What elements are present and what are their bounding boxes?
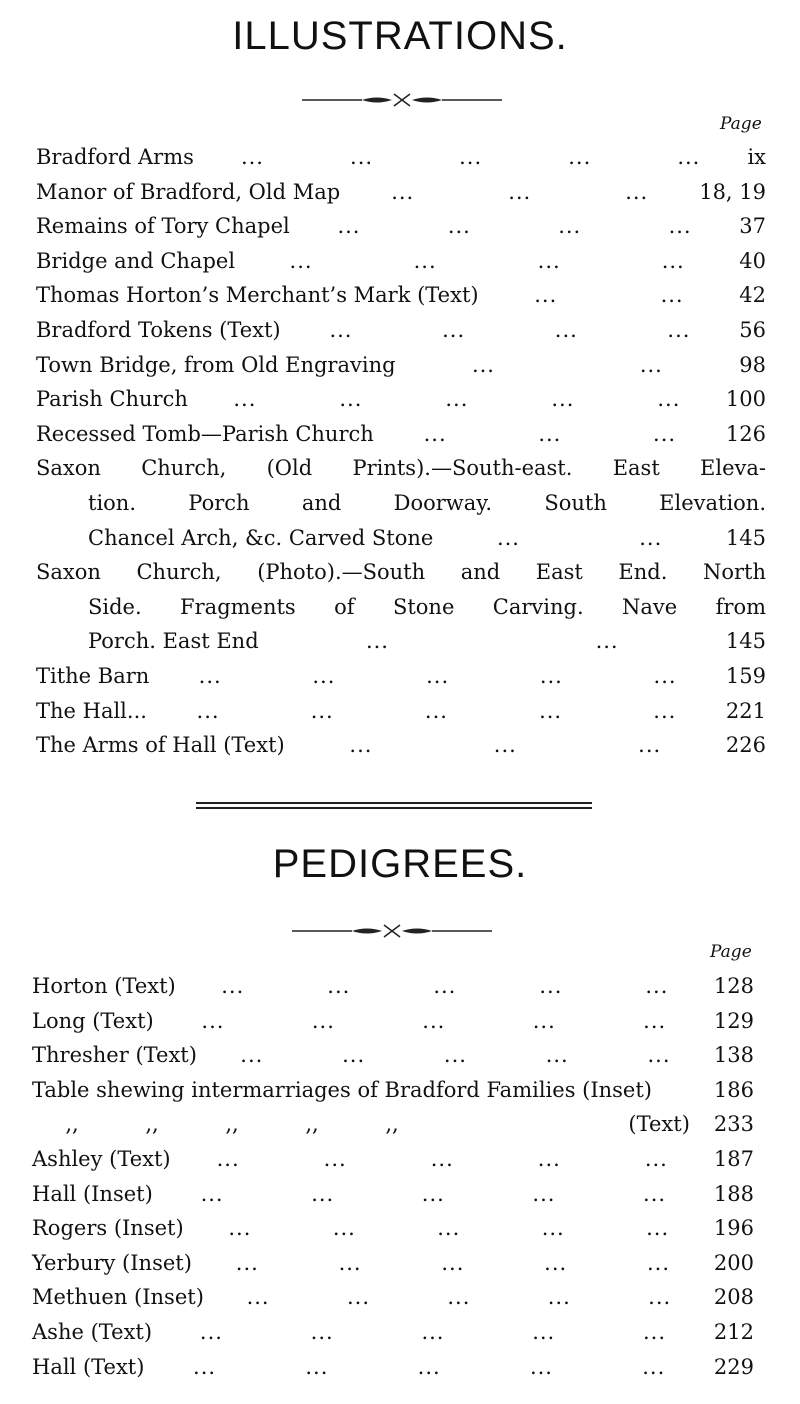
entry-page: 145 — [725, 629, 766, 654]
leader-dots: ... — [228, 1216, 252, 1241]
entry-page: 18, 19 — [699, 179, 766, 204]
leader-dots: ... — [421, 1181, 445, 1206]
leader-dots: ... — [529, 1354, 553, 1379]
page-column-label: Page — [710, 942, 752, 962]
leader-dots: ... — [545, 1043, 569, 1068]
entry-page: 126 — [725, 421, 766, 446]
dot-leader — [290, 209, 740, 244]
leader-dots: ... — [423, 421, 447, 446]
entry-page: ix — [747, 145, 766, 169]
toc-entry — [32, 1246, 754, 1281]
entry-page: 229 — [713, 1354, 754, 1379]
toc-entry — [36, 140, 766, 175]
leader-dots: ... — [646, 1216, 670, 1241]
leader-dots: ... — [493, 733, 517, 758]
entry-page: 221 — [725, 698, 766, 723]
pedigrees-list — [32, 969, 754, 1384]
leader-dots: ... — [657, 387, 681, 412]
toc-entry — [36, 417, 766, 452]
toc-entry — [36, 659, 766, 694]
leader-dots: ... — [667, 317, 691, 342]
entry-suffix: (Text) — [628, 1112, 690, 1137]
leader-dots: ... — [643, 1181, 667, 1206]
leader-dots: ... — [441, 1250, 465, 1275]
entry-page: 128 — [713, 974, 754, 998]
illustrations-heading: ILLUSTRATIONS. — [232, 14, 568, 58]
leader-dots: ... — [332, 1216, 356, 1241]
leader-dots: ... — [642, 1354, 666, 1379]
dot-leader — [184, 1211, 714, 1246]
leader-dots: ... — [310, 1319, 334, 1344]
leader-dots: ... — [639, 525, 663, 550]
leader-dots: ... — [426, 663, 450, 688]
leader-dots: ... — [647, 1043, 671, 1068]
leader-dots: ... — [201, 1008, 225, 1033]
leader-dots: ... — [648, 1285, 672, 1310]
entry-title: Porch. East End — [88, 629, 259, 654]
dot-leader — [235, 244, 739, 279]
dot-leader — [194, 140, 748, 175]
ditto-mark: ,, — [385, 1112, 399, 1137]
entry-title-line: Saxon Church, (Photo).—South and East End. North — [36, 560, 766, 585]
leader-dots: ... — [538, 421, 562, 446]
illustrations-list — [36, 140, 766, 763]
leader-dots: ... — [508, 179, 532, 204]
entry-title-last-line — [36, 624, 766, 659]
entry-title: Remains of Tory Chapel — [36, 214, 290, 239]
toc-entry — [32, 1280, 754, 1315]
entry-title: Rogers (Inset) — [32, 1216, 184, 1241]
leader-dots: ... — [638, 733, 662, 758]
entry-page: 98 — [739, 352, 766, 377]
pedigrees-heading: PEDIGREES. — [272, 842, 528, 886]
entry-page: 37 — [739, 214, 766, 239]
leader-dots: ... — [337, 214, 361, 239]
leader-dots: ... — [677, 145, 701, 169]
dot-leader — [204, 1280, 714, 1315]
toc-entry — [32, 969, 754, 1004]
entry-page: 226 — [725, 733, 766, 758]
entry-page: 159 — [725, 663, 766, 688]
entry-page: 145 — [725, 525, 766, 550]
leader-dots: ... — [534, 283, 558, 308]
entry-title-last-line — [36, 521, 766, 556]
entry-title-line: Side. Fragments of Stone Carving. Nave from — [88, 594, 766, 619]
leader-dots: ... — [537, 248, 561, 273]
leader-dots: ... — [421, 1319, 445, 1344]
leader-dots: ... — [595, 629, 619, 654]
leader-dots: ... — [447, 1285, 471, 1310]
dot-leader — [192, 1246, 714, 1281]
entry-title: Yerbury (Inset) — [32, 1250, 192, 1275]
entry-page: 129 — [713, 1008, 754, 1033]
entry-page: 187 — [713, 1146, 754, 1171]
leader-dots: ... — [532, 1181, 556, 1206]
leader-dots: ... — [645, 974, 669, 998]
leader-dots: ... — [196, 698, 220, 723]
dot-leader — [147, 694, 726, 729]
entry-page: 212 — [713, 1319, 754, 1344]
dot-leader — [144, 1350, 713, 1385]
entry-title-line: tion. Porch and Doorway. South Elevation. — [88, 490, 766, 515]
leader-dots: ... — [311, 1181, 335, 1206]
leader-dots: ... — [459, 145, 483, 169]
leader-dots: ... — [443, 1043, 467, 1068]
entry-title: Bridge and Chapel — [36, 248, 236, 273]
entry-page: 40 — [739, 248, 766, 273]
dot-leader — [197, 1038, 714, 1073]
dot-leader — [153, 1177, 714, 1212]
leader-dots: ... — [216, 1146, 240, 1171]
entry-page: 138 — [713, 1043, 754, 1068]
toc-entry — [36, 451, 766, 555]
leader-dots: ... — [424, 698, 448, 723]
entry-page: 42 — [739, 283, 766, 308]
entry-title: Parish Church — [36, 387, 188, 412]
leader-dots: ... — [417, 1354, 441, 1379]
leader-dots: ... — [625, 179, 649, 204]
entry-title: Town Bridge, from Old Engraving — [36, 352, 396, 377]
entry-title: Bradford Tokens (Text) — [36, 317, 281, 342]
toc-entry — [32, 1142, 754, 1177]
leader-dots: ... — [323, 1146, 347, 1171]
leader-dots: ... — [644, 1146, 668, 1171]
ditto-mark: ,, — [305, 1112, 319, 1137]
entry-title: Ashe (Text) — [32, 1319, 153, 1344]
leader-dots: ... — [391, 179, 415, 204]
leader-dots: ... — [430, 1146, 454, 1171]
entry-title: Manor of Bradford, Old Map — [36, 179, 341, 204]
toc-entry — [32, 1350, 754, 1385]
leader-dots: ... — [653, 698, 677, 723]
entry-title: Methuen (Inset) — [32, 1285, 204, 1310]
dot-leader — [433, 521, 726, 556]
entry-title: Tithe Barn — [36, 663, 150, 688]
leader-dots: ... — [199, 1319, 223, 1344]
dot-leader — [479, 278, 740, 313]
entry-page: 196 — [713, 1216, 754, 1241]
leader-dots: ... — [193, 1354, 217, 1379]
leader-dots: ... — [541, 1216, 565, 1241]
toc-entry — [32, 1315, 754, 1350]
entry-title: Ashley (Text) — [32, 1146, 171, 1171]
leader-dots: ... — [433, 974, 457, 998]
leader-dots: ... — [554, 317, 578, 342]
ornament-divider-icon — [302, 92, 502, 108]
double-rule-divider — [196, 802, 592, 810]
entry-title: Bradford Arms — [36, 145, 194, 169]
leader-dots: ... — [422, 1008, 446, 1033]
page-column-label: Page — [720, 114, 762, 134]
leader-dots: ... — [221, 974, 245, 998]
leader-dots: ... — [539, 698, 563, 723]
dot-leader — [154, 1004, 714, 1039]
dot-leader — [152, 1315, 714, 1350]
leader-dots: ... — [539, 663, 563, 688]
leader-dots: ... — [327, 974, 351, 998]
leader-dots: ... — [312, 663, 336, 688]
leader-dots: ... — [329, 317, 353, 342]
entry-title: Hall (Text) — [32, 1354, 145, 1379]
dot-leader — [374, 417, 726, 452]
ditto-mark: ,, — [225, 1112, 239, 1137]
toc-entry — [36, 244, 766, 279]
leader-dots: ... — [413, 248, 437, 273]
dot-leader — [285, 728, 726, 763]
leader-dots: ... — [660, 283, 684, 308]
toc-entry — [32, 1211, 754, 1246]
ditto-mark: ,, — [65, 1112, 79, 1137]
leader-dots: ... — [496, 525, 520, 550]
leader-dots: ... — [365, 629, 389, 654]
entry-page: 186 — [713, 1077, 754, 1102]
dot-leader — [149, 659, 726, 694]
toc-entry — [32, 1073, 754, 1108]
entry-title: Chancel Arch, &c. Carved Stone — [88, 525, 434, 550]
leader-dots: ... — [305, 1354, 329, 1379]
leader-dots: ... — [547, 1285, 571, 1310]
entry-page: 100 — [725, 387, 766, 412]
leader-dots: ... — [544, 1250, 568, 1275]
entry-page: 208 — [713, 1285, 754, 1310]
leader-dots: ... — [445, 387, 469, 412]
entry-title: Table shewing intermarriages of Bradford Families (Inset) — [32, 1077, 652, 1102]
dot-leader — [171, 1142, 714, 1177]
entry-title: Recessed Tomb—Parish Church — [36, 421, 374, 446]
leader-dots: ... — [339, 387, 363, 412]
dot-leader — [259, 624, 726, 659]
leader-dots: ... — [442, 317, 466, 342]
leader-dots: ... — [349, 733, 373, 758]
dot-leader — [340, 175, 699, 210]
leader-dots: ... — [642, 1319, 666, 1344]
leader-dots: ... — [471, 352, 495, 377]
leader-dots: ... — [235, 1250, 259, 1275]
toc-entry — [36, 348, 766, 383]
leader-dots: ... — [311, 1008, 335, 1033]
ditto-mark: ,, — [145, 1112, 159, 1137]
entry-page: 188 — [713, 1181, 754, 1206]
toc-entry — [36, 313, 766, 348]
entry-title: Thomas Horton’s Merchant’s Mark (Text) — [36, 283, 479, 308]
toc-entry — [36, 278, 766, 313]
leader-dots: ... — [310, 698, 334, 723]
toc-entry — [36, 555, 766, 659]
leader-dots: ... — [653, 663, 677, 688]
leader-dots: ... — [639, 352, 663, 377]
dot-leader — [281, 313, 740, 348]
entry-page: 200 — [713, 1250, 754, 1275]
leader-dots: ... — [198, 663, 222, 688]
leader-dots: ... — [437, 1216, 461, 1241]
toc-entry-ditto — [32, 1107, 754, 1142]
leader-dots: ... — [200, 1181, 224, 1206]
leader-dots: ... — [532, 1008, 556, 1033]
toc-entry — [32, 1177, 754, 1212]
entry-title: The Arms of Hall (Text) — [36, 733, 285, 758]
entry-title: Hall (Inset) — [32, 1181, 153, 1206]
leader-dots: ... — [346, 1285, 370, 1310]
leader-dots: ... — [558, 214, 582, 239]
leader-dots: ... — [646, 1250, 670, 1275]
leader-dots: ... — [246, 1285, 270, 1310]
entry-title: The Hall... — [36, 698, 147, 723]
leader-dots: ... — [551, 387, 575, 412]
entry-page: 233 — [713, 1112, 754, 1137]
entry-title-line: Saxon Church, (Old Prints).—South-east. East Eleva- — [36, 456, 766, 481]
toc-entry — [36, 209, 766, 244]
entry-page: 56 — [739, 317, 766, 342]
leader-dots: ... — [568, 145, 592, 169]
entry-title: Long (Text) — [32, 1008, 154, 1033]
toc-entry — [32, 1038, 754, 1073]
dot-leader — [396, 348, 740, 383]
dot-leader — [176, 969, 714, 1004]
leader-dots: ... — [342, 1043, 366, 1068]
toc-entry — [36, 382, 766, 417]
toc-entry — [32, 1004, 754, 1039]
entry-title: Thresher (Text) — [32, 1043, 197, 1068]
leader-dots: ... — [537, 1146, 561, 1171]
leader-dots: ... — [447, 214, 471, 239]
leader-dots: ... — [240, 1043, 264, 1068]
toc-entry — [36, 728, 766, 763]
leader-dots: ... — [539, 974, 563, 998]
entry-title: Horton (Text) — [32, 974, 176, 998]
toc-entry — [36, 175, 766, 210]
leader-dots: ... — [532, 1319, 556, 1344]
leader-dots: ... — [350, 145, 374, 169]
leader-dots: ... — [233, 387, 257, 412]
dot-leader — [188, 382, 726, 417]
leader-dots: ... — [653, 421, 677, 446]
leader-dots: ... — [661, 248, 685, 273]
leader-dots: ... — [338, 1250, 362, 1275]
toc-entry — [36, 694, 766, 729]
leader-dots: ... — [668, 214, 692, 239]
leader-dots: ... — [289, 248, 313, 273]
leader-dots: ... — [643, 1008, 667, 1033]
leader-dots: ... — [240, 145, 264, 169]
ornament-divider-icon — [292, 923, 492, 939]
